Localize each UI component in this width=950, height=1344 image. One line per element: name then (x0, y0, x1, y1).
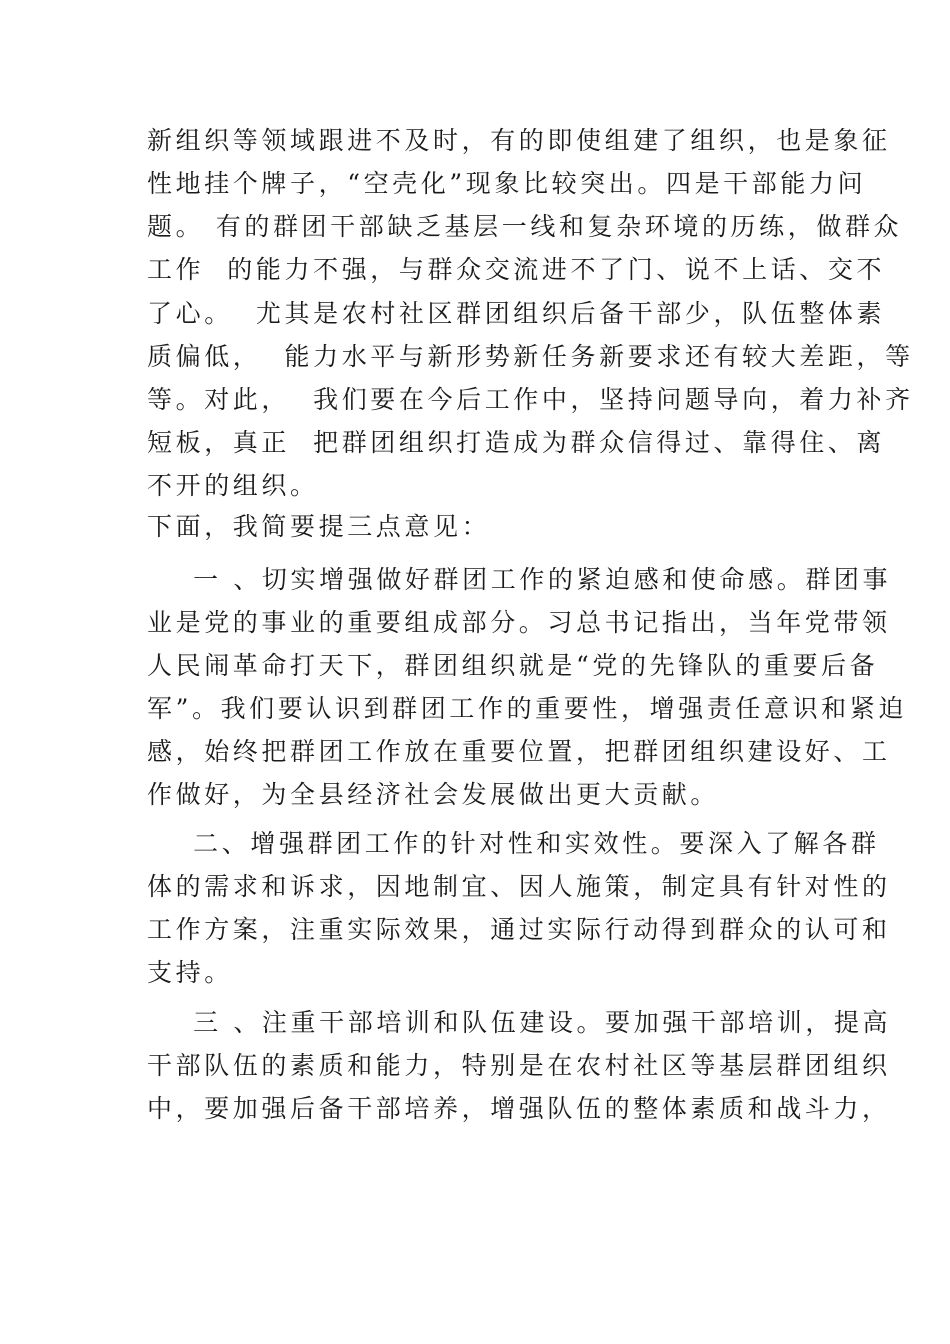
text-line: 一 、切实增强做好群团工作的紧迫感和使命感。群团事 (147, 565, 892, 594)
text-line: 性地挂个牌子，“空壳化”现象比较突出。四是干部能力问 (147, 169, 867, 198)
text-line: 工作方案，注重实际效果，通过实际行动得到群众的认可和 (147, 915, 891, 944)
text-line: 不开的组织。 (147, 471, 319, 500)
text-line: 业是党的事业的重要组成部分。习总书记指出，当年党带领 (147, 608, 891, 637)
text-line: 支持。 (147, 958, 233, 987)
text-line: 新组织等领域跟进不及时，有的即使组建了组织，也是象征 (147, 126, 891, 155)
text-line: 二、增强群团工作的针对性和实效性。要深入了解各群 (147, 829, 880, 858)
text-line: 题。 有的群团干部缺乏基层一线和复杂环境的历练，做群众 (147, 212, 903, 241)
text-line: 体的需求和诉求，因地制宜、因人施策，制定具有针对性的 (147, 872, 891, 901)
text-line: 军”。我们要认识到群团工作的重要性，增强责任意识和紧迫 (147, 694, 907, 723)
text-line: 感，始终把群团工作放在重要位置，把群团组织建设好、工 (147, 737, 891, 766)
text-line: 干部队伍的素质和能力，特别是在农村社区等基层群团组织 (147, 1051, 891, 1080)
text-line: 工作 的能力不强，与群众交流进不了门、说不上话、交不 (147, 255, 886, 284)
text-line: 下面，我简要提三点意见： (147, 512, 491, 541)
text-line: 中，要加强后备干部培养，增强队伍的整体素质和战斗力， (147, 1094, 891, 1123)
text-line: 作做好，为全县经济社会发展做出更大贡献。 (147, 780, 720, 809)
text-line: 质偏低， 能力水平与新形势新任务新要求还有较大差距，等 (147, 342, 914, 371)
text-line: 三 、注重干部培训和队伍建设。要加强干部培训，提高 (147, 1008, 892, 1037)
text-line: 人民闹革命打天下，群团组织就是“党的先锋队的重要后备 (147, 651, 879, 680)
text-line: 了心。 尤其是农村社区群团组织后备干部少，队伍整体素 (147, 299, 886, 328)
text-line: 等。对此， 我们要在今后工作中，坚持问题导向，着力补齐 (147, 385, 914, 414)
text-line: 短板，真正 把群团组织打造成为群众信得过、靠得住、离 (147, 428, 886, 457)
